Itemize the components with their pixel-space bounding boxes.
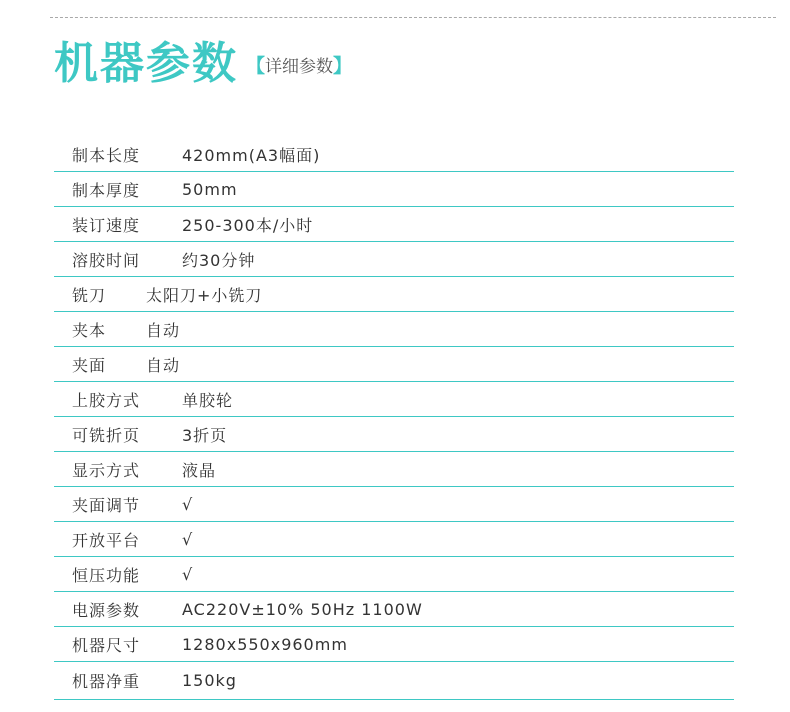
spec-value: 自动	[146, 320, 181, 340]
spec-label: 显示方式	[72, 460, 141, 480]
spec-value: 150kg	[182, 671, 237, 690]
spec-row	[54, 592, 734, 627]
spec-row	[54, 137, 734, 172]
spec-row	[54, 172, 734, 207]
top-dashed-divider	[50, 17, 776, 18]
spec-row	[54, 242, 734, 277]
spec-row	[54, 487, 734, 522]
spec-row	[54, 452, 734, 487]
spec-label: 可铣折页	[72, 425, 141, 445]
spec-row	[54, 207, 734, 242]
spec-row	[54, 627, 734, 662]
spec-value: 太阳刀+小铣刀	[146, 285, 263, 305]
subtitle-text: 详细参数	[265, 57, 334, 77]
spec-label: 恒压功能	[72, 565, 141, 585]
spec-label: 夹本	[72, 320, 107, 340]
spec-label: 夹面	[72, 355, 107, 375]
spec-label: 制本长度	[72, 145, 141, 165]
subtitle	[246, 51, 352, 78]
spec-value: 3折页	[182, 425, 228, 445]
spec-label: 电源参数	[72, 600, 141, 620]
spec-row	[54, 277, 734, 312]
spec-label: 装订速度	[72, 215, 141, 235]
spec-label: 夹面调节	[72, 495, 141, 515]
checkmark-icon: √	[182, 529, 194, 549]
spec-value: 420mm(A3幅面)	[182, 145, 321, 165]
spec-label: 铣刀	[72, 285, 107, 305]
section-header	[54, 36, 352, 92]
spec-value: 50mm	[182, 179, 238, 199]
spec-row	[54, 382, 734, 417]
subtitle-bracket-close: 】	[333, 55, 353, 77]
spec-row	[54, 312, 734, 347]
subtitle-bracket-open: 【	[246, 55, 266, 77]
spec-value: 250-300本/小时	[182, 215, 314, 235]
spec-row	[54, 347, 734, 382]
checkmark-icon: √	[182, 494, 194, 514]
spec-row	[54, 662, 734, 700]
spec-row	[54, 522, 734, 557]
spec-table	[54, 137, 734, 700]
spec-label: 制本厚度	[72, 180, 141, 200]
spec-value: 约30分钟	[182, 250, 256, 270]
spec-row	[54, 557, 734, 592]
spec-row	[54, 417, 734, 452]
spec-value: 自动	[146, 355, 181, 375]
spec-value: 单胶轮	[182, 390, 234, 410]
page-title: 机器参数	[54, 38, 238, 89]
spec-label: 溶胶时间	[72, 250, 141, 270]
checkmark-icon: √	[182, 564, 194, 584]
spec-value: 1280x550x960mm	[182, 634, 348, 654]
spec-label: 上胶方式	[72, 390, 141, 410]
spec-value: AC220V±10% 50Hz 1100W	[182, 599, 423, 619]
spec-label: 开放平台	[72, 530, 141, 550]
spec-value: 液晶	[182, 460, 217, 480]
spec-label: 机器尺寸	[72, 635, 141, 655]
spec-label: 机器净重	[72, 672, 141, 691]
